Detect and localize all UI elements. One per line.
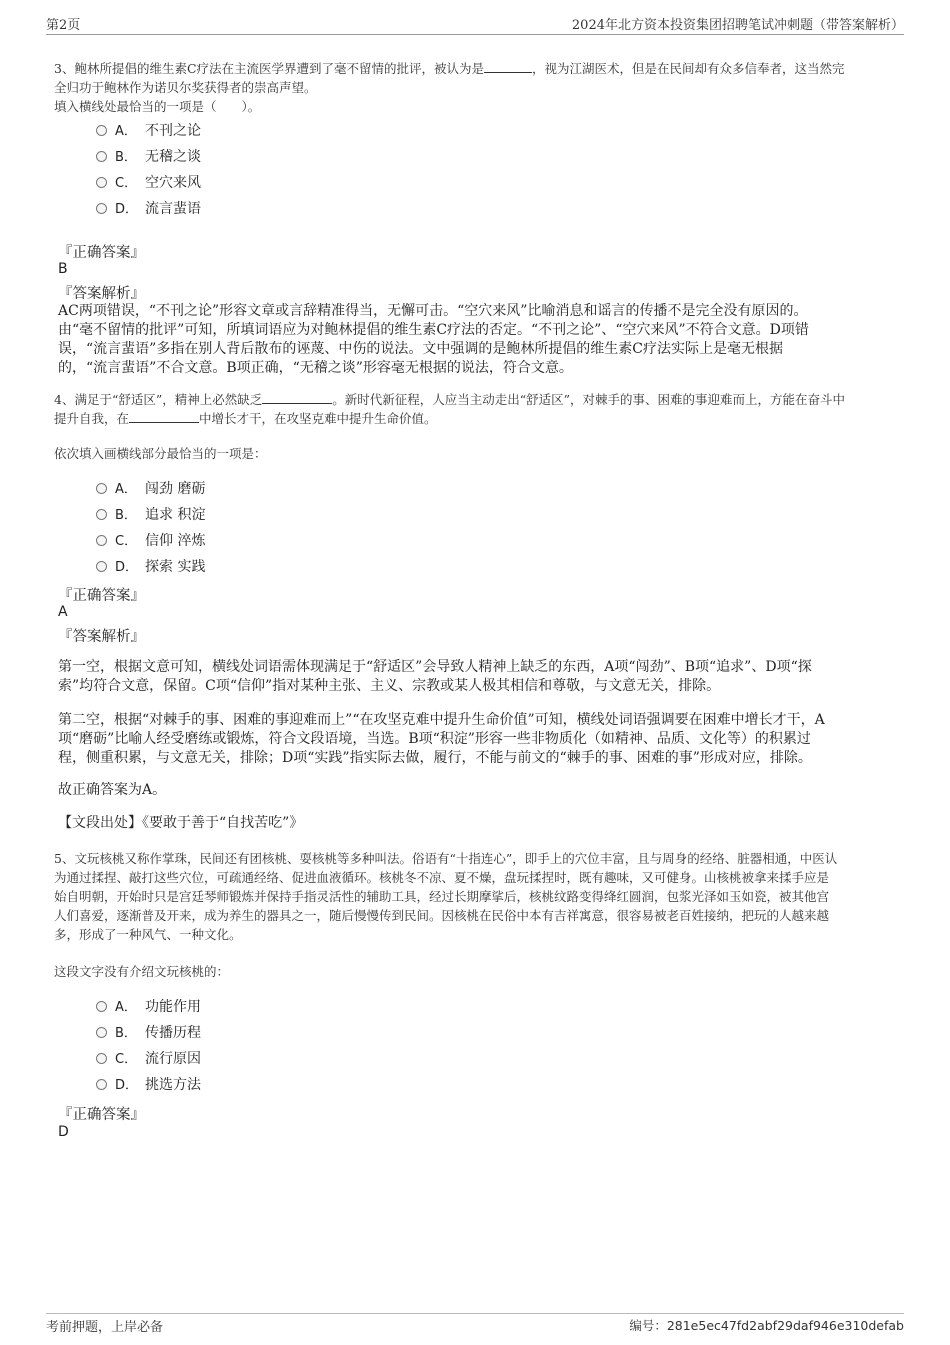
radio-icon[interactable]: [96, 1027, 107, 1038]
analysis-line: AC两项错误，“不刊之论”形容文章或言辞精准得当，无懈可击。“空穴来风”比喻消息和谣言的传播不是完全没有原因的。: [58, 303, 808, 319]
option-text: 流行原因: [145, 1051, 201, 1067]
analysis-line: 程，侧重积累，与文意无关，排除；D项“实践”指实际去做，履行，不能与前文的“棘手的事、困难的事”形成对应，排除。: [58, 750, 812, 766]
q4-option-c[interactable]: [96, 530, 205, 552]
radio-icon[interactable]: [96, 151, 107, 162]
option-text: 传播历程: [145, 1025, 201, 1041]
q5-answer-label: 『正确答案』: [58, 1107, 145, 1123]
q4-stem-part-d: 中增长才干，在攻坚克难中提升生命价值。: [199, 411, 437, 426]
q4-option-b[interactable]: [96, 504, 205, 526]
q4-conclusion: 故正确答案为A。: [58, 782, 167, 798]
radio-icon[interactable]: [96, 177, 107, 188]
analysis-line: 项“磨砺”比喻人经受磨练或锻炼，符合文段语境，当选。B项“积淀”形容一些非物质化（如精神、品质、文化等）的积累过: [58, 731, 811, 747]
q4-stem: [54, 390, 904, 428]
q3-option-c[interactable]: [96, 172, 201, 194]
option-letter: A．: [115, 482, 137, 497]
option-letter: D．: [115, 1078, 139, 1093]
q3-prompt: 填入横线处最恰当的一项是（ ）。: [54, 99, 261, 114]
q3-blank: [484, 60, 532, 73]
q4-stem-part-c: 提升自我，在: [54, 411, 130, 426]
analysis-line: 索”均符合文意，保留。C项“信仰”指对某种主张、主义、宗教或某人极其相信和尊敬，与文意无关，排除。: [58, 678, 721, 694]
page-number: 第2页: [46, 18, 81, 33]
option-letter: D．: [115, 560, 139, 575]
q4-answer: A: [58, 604, 68, 620]
q4-blank-2: [129, 410, 199, 423]
analysis-line: 第一空，根据文意可知，横线处词语需体现满足于“舒适区”会导致人精神上缺乏的东西，A项“闯劲”、B项“追求”、D项“探: [58, 659, 812, 675]
analysis-line: 误，“流言蜚语”多指在别人背后散布的诬蔑、中伤的说法。文中强调的是鲍林所提倡的维生素C疗法实际上是毫无根据: [58, 341, 784, 357]
radio-icon[interactable]: [96, 1079, 107, 1090]
q3-option-b[interactable]: [96, 146, 201, 168]
analysis-line: 的，“流言蜚语”不合文意。B项正确，“无稽之谈”形容毫无根据的说法，符合文意。: [58, 360, 573, 376]
footer-slogan: 考前押题，上岸必备: [46, 1320, 164, 1335]
q5-option-b[interactable]: [96, 1022, 201, 1044]
q4-analysis-label: 『答案解析』: [58, 629, 145, 645]
radio-icon[interactable]: [96, 1053, 107, 1064]
page-header: [46, 14, 904, 35]
document-id: 编号：281e5ec47fd2abf29daf946e310defab: [629, 1318, 904, 1333]
stem-line: 5、文玩核桃又称作掌珠，民间还有团核桃、耍核桃等多种叫法。俗语有“十指连心”，即手上的穴位丰富，且与周身的经络、脏器相通，中医认: [54, 851, 838, 866]
q3-analysis-label: 『答案解析』: [58, 286, 145, 302]
option-letter: A．: [115, 1000, 137, 1015]
q3-answer: B: [58, 261, 68, 277]
option-letter: C．: [115, 1052, 138, 1067]
option-text: 探索 实践: [145, 559, 206, 575]
option-letter: B．: [115, 150, 137, 165]
document-title: 2024年北方资本投资集团招聘笔试冲刺题（带答案解析）: [571, 18, 904, 33]
q3-option-d[interactable]: [96, 198, 201, 220]
option-letter: B．: [115, 508, 137, 523]
radio-icon[interactable]: [96, 509, 107, 520]
option-text: 信仰 淬炼: [145, 533, 206, 549]
stem-line: 为通过揉捏、敲打这些穴位，可疏通经络、促进血液循环。核桃冬不凉、夏不燥，盘玩揉捏时，既有趣味，又可健身。山核桃被拿来揉手应是: [54, 870, 830, 885]
q5-answer: D: [58, 1124, 69, 1140]
q4-option-d[interactable]: [96, 556, 205, 578]
q4-option-a[interactable]: [96, 478, 205, 500]
option-text: 功能作用: [145, 999, 201, 1015]
page-footer: [46, 1313, 904, 1336]
radio-icon[interactable]: [96, 1001, 107, 1012]
q3-answer-label: 『正确答案』: [58, 245, 145, 261]
q3-stem-part-a: 3、鲍林所提倡的维生素C疗法在主流医学界遭到了毫不留情的批评，被认为是: [54, 61, 485, 76]
option-text: 追求 积淀: [145, 507, 206, 523]
q3-option-a[interactable]: [96, 120, 201, 142]
option-text: 闯劲 磨砺: [145, 481, 206, 497]
option-text: 空穴来风: [145, 175, 201, 191]
stem-line: 人们喜爱，逐渐普及开来，成为养生的器具之一，随后慢慢传到民间。因核桃在民俗中本有吉祥寓意，很容易被老百姓接纳，把玩的人越来越: [54, 908, 830, 923]
q4-answer-label: 『正确答案』: [58, 588, 145, 604]
q5-stem: [54, 849, 904, 944]
q4-blank-1: [262, 391, 332, 404]
radio-icon[interactable]: [96, 561, 107, 572]
stem-line: 多，形成了一种风气、一种文化。: [54, 927, 242, 942]
q5-option-a[interactable]: [96, 996, 201, 1018]
q4-prompt: 依次填入画横线部分最恰当的一项是：: [54, 446, 267, 461]
q3-analysis: [58, 302, 898, 378]
radio-icon[interactable]: [96, 483, 107, 494]
option-text: 挑选方法: [145, 1077, 201, 1093]
radio-icon[interactable]: [96, 125, 107, 136]
option-letter: C．: [115, 534, 138, 549]
q4-stem-part-a: 4、满足于“舒适区”，精神上必然缺乏: [54, 392, 263, 407]
q4-source: 【文段出处】《要敢于善于“自找苦吃”》: [58, 815, 304, 831]
option-text: 无稽之谈: [145, 149, 201, 165]
q3-stem-part-b: ，视为江湖医术，但是在民间却有众多信奉者，这当然完: [532, 61, 845, 76]
analysis-line: 由“毫不留情的批评”可知，所填词语应为对鲍林提倡的维生素C疗法的否定。“不刊之论”、“空穴来风”不符合文意。D项错: [58, 322, 809, 338]
option-letter: A．: [115, 124, 137, 139]
q4-stem-part-b: 。新时代新征程，人应当主动走出“舒适区”，对棘手的事、困难的事迎难而上，方能在奋斗中: [332, 392, 846, 407]
option-letter: D．: [115, 202, 139, 217]
option-text: 流言蜚语: [145, 201, 201, 217]
q4-analysis-para-2: [58, 711, 898, 768]
q4-analysis-para-1: [58, 658, 898, 696]
radio-icon[interactable]: [96, 203, 107, 214]
radio-icon[interactable]: [96, 535, 107, 546]
q5-prompt: 这段文字没有介绍文玩核桃的：: [54, 964, 230, 979]
q3-stem-part-c: 全归功于鲍林作为诺贝尔奖获得者的崇高声望。: [54, 80, 317, 95]
stem-line: 始自明朝，开始时只是宫廷琴师锻炼并保持手指灵活性的辅助工具，经过长期摩挲后，核桃纹路变得绛红圆润，包浆光泽如玉如瓷，被其他宫: [54, 889, 830, 904]
q3-stem: [54, 59, 904, 116]
option-letter: B．: [115, 1026, 137, 1041]
q5-option-c[interactable]: [96, 1048, 201, 1070]
option-letter: C．: [115, 176, 138, 191]
analysis-line: 第二空，根据“对棘手的事、困难的事迎难而上”“在攻坚克难中提升生命价值”可知，横线处词语强调要在困难中增长才干，A: [58, 712, 825, 728]
q5-option-d[interactable]: [96, 1074, 201, 1096]
option-text: 不刊之论: [145, 123, 201, 139]
